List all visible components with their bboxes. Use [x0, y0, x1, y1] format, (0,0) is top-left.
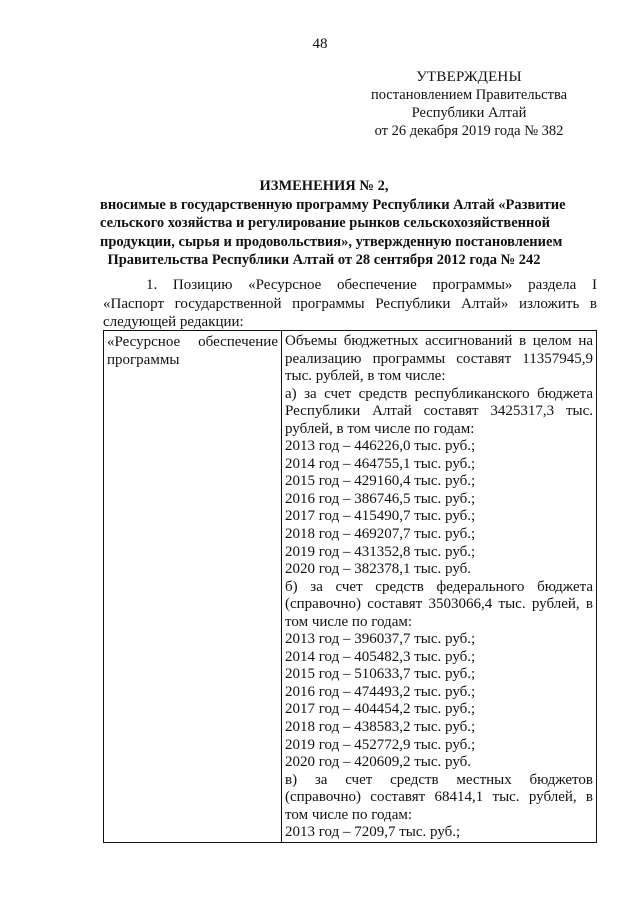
label-line: «Ресурсное обеспечение	[107, 334, 278, 350]
paragraph-line: 1. Позицию «Ресурсное обеспечение программы» раздела I	[146, 277, 597, 293]
table-row	[104, 331, 597, 843]
heading-line: Правительства Республики Алтай от 28 сентября 2012 года № 242	[107, 252, 541, 268]
year-line: 2015 год – 429160,4 тыс. руб.;	[285, 473, 476, 490]
year-line: 2017 год – 404454,2 тыс. руб.;	[285, 701, 476, 718]
value-line: том числе по годам:	[285, 613, 413, 630]
value-line: (справочно) составят 68414,1 тыс. рублей, в	[285, 789, 593, 806]
year-line: 2018 год – 469207,7 тыс. руб.;	[285, 526, 476, 543]
document-heading	[100, 177, 566, 270]
label-line: программы	[107, 352, 180, 368]
paragraph-line: следующей редакции:	[103, 314, 244, 330]
heading-title: ИЗМЕНЕНИЯ № 2,	[259, 178, 389, 194]
value-line: Республики Алтай составят 3425317,3 тыс.	[285, 403, 593, 420]
year-line: 2020 год – 420609,2 тыс. руб.	[285, 754, 472, 771]
value-line: рублей, в том числе по годам:	[285, 420, 475, 437]
approval-block	[360, 68, 578, 140]
year-line: 2020 год – 382378,1 тыс. руб.	[285, 561, 472, 578]
year-line: 2014 год – 405482,3 тыс. руб.;	[285, 648, 476, 665]
value-line: а) за счет средств республиканского бюджета	[285, 385, 593, 402]
heading-line: продукции, сырья и продовольствия», утвержденную постановлением	[100, 233, 563, 250]
approval-line: от 26 декабря 2019 года № 382	[374, 123, 564, 139]
heading-line: вносимые в государственную программу Республики Алтай «Развитие	[100, 196, 566, 213]
paragraph-line: «Паспорт государственной программы Республики Алтай» изложить в	[103, 295, 597, 312]
year-line: 2017 год – 415490,7 тыс. руб.;	[285, 508, 476, 525]
heading-line: сельского хозяйства и регулирование рынков сельскохозяйственной	[100, 215, 550, 231]
value-cell	[282, 331, 597, 843]
year-line: 2016 год – 386746,5 тыс. руб.;	[285, 490, 476, 507]
year-line: 2013 год – 396037,7 тыс. руб.;	[285, 631, 476, 648]
year-line: 2013 год – 446226,0 тыс. руб.;	[285, 438, 476, 455]
page-number: 48	[312, 36, 328, 52]
value-line: б) за счет средств федерального бюджета	[285, 578, 593, 595]
value-line: в) за счет средств местных бюджетов	[285, 771, 593, 788]
approval-title: УТВЕРЖДЕНЫ	[416, 69, 522, 85]
value-line: тыс. рублей, в том числе:	[285, 368, 446, 385]
year-line: 2015 год – 510633,7 тыс. руб.;	[285, 666, 476, 683]
year-line: 2019 год – 431352,8 тыс. руб.;	[285, 543, 476, 560]
label-cell	[104, 331, 282, 843]
value-line: том числе по годам:	[285, 806, 413, 823]
year-line: 2019 год – 452772,9 тыс. руб.;	[285, 736, 476, 753]
value-line: реализацию программы составят 11357945,9	[285, 350, 593, 367]
year-line: 2013 год – 7209,7 тыс. руб.;	[285, 824, 461, 841]
approval-line: постановлением Правительства	[370, 87, 568, 103]
year-line: 2016 год – 474493,2 тыс. руб.;	[285, 683, 476, 700]
value-line: (справочно) составят 3503066,4 тыс. рублей, в	[285, 596, 593, 613]
year-line: 2018 год – 438583,2 тыс. руб.;	[285, 719, 476, 736]
value-line: Объемы бюджетных ассигнований в целом на	[285, 333, 593, 349]
resource-table	[103, 330, 597, 843]
amendment-paragraph	[103, 276, 597, 332]
approval-line: Республики Алтай	[411, 105, 527, 121]
year-line: 2014 год – 464755,1 тыс. руб.;	[285, 455, 476, 472]
